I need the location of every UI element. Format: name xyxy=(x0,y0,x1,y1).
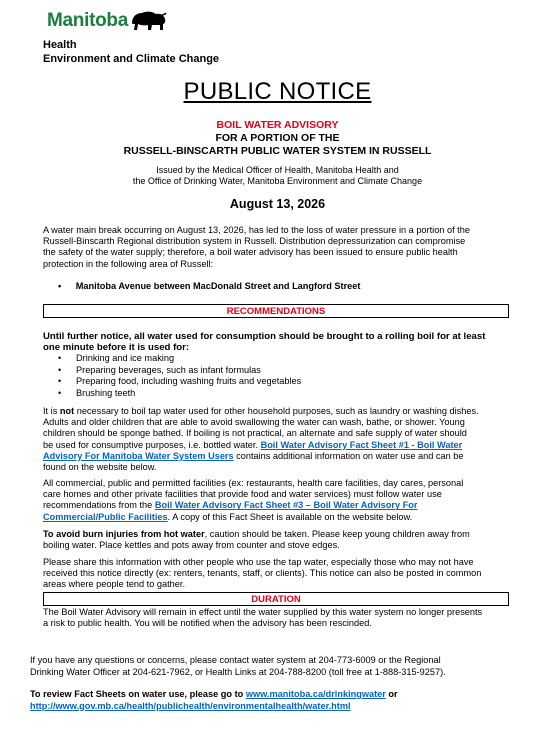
list-item: • Brushing teeth xyxy=(58,388,301,400)
text-line: If you have any questions or concerns, please contact water system at 204-773-6009 or the Regional xyxy=(30,655,441,665)
bison-icon xyxy=(130,9,168,33)
fact-sheet-1-link[interactable]: Boil Water Advisory Fact Sheet #1 - Boil Water xyxy=(260,439,463,450)
text-line: received this notice directly (ex: renters, tenants, staff, or clients). This notice can also be posted in common xyxy=(43,568,482,579)
burn-paragraph xyxy=(43,529,508,551)
intro-paragraph xyxy=(43,225,508,270)
lead-line: one minute before it is used for: xyxy=(43,342,190,354)
fact-sheet-3-link[interactable]: Boil Water Advisory Fact Sheet #3 – Boil Water Advisory For xyxy=(154,500,418,511)
share-paragraph xyxy=(43,557,508,591)
intro-line: protection in the following area of Russell: xyxy=(43,258,214,269)
issued-line-2: the Office of Drinking Water, Manitoba Environment and Climate Change xyxy=(132,176,423,186)
text-span: or xyxy=(385,689,398,699)
review-paragraph xyxy=(30,689,506,712)
drinkingwater-link[interactable]: www.manitoba.ca/drinkingwater xyxy=(245,689,386,699)
text-line: children should be sponge bathed. If boiling is not practical, an alternate and safe supply of water should xyxy=(43,428,467,439)
duration-paragraph xyxy=(43,607,508,629)
text-span: contains additional information on water use and can be xyxy=(233,450,464,461)
facilities-paragraph xyxy=(43,478,508,523)
recommendations-lead xyxy=(43,331,508,353)
subtitle-1: FOR A PORTION OF THE xyxy=(215,132,340,144)
list-item: • Preparing beverages, such as infant formulas xyxy=(58,365,301,377)
lead-line: Until further notice, all water used for consumption should be brought to a rolling boil for at least xyxy=(43,331,486,342)
text-span: necessary to boil tap water used for other household purposes, such as laundry or washing dishes. xyxy=(74,406,479,416)
advisory-title: BOIL WATER ADVISORY xyxy=(216,119,339,131)
text-line: All commercial, public and permitted facilities (ex: restaurants, health care facilities, day cares, personal xyxy=(43,478,464,488)
burn-warning: To avoid burn injuries from hot water xyxy=(43,529,205,539)
dept-health: Health xyxy=(43,39,77,51)
duration-heading: DURATION xyxy=(43,592,509,606)
text-span: It is xyxy=(43,406,60,416)
list-item: • Preparing food, including washing fruits and vegetables xyxy=(58,376,301,388)
text-span: To review Fact Sheets on water use, please go to xyxy=(30,689,246,699)
emphasis-not: not xyxy=(59,406,75,416)
page-title: PUBLIC NOTICE xyxy=(183,78,372,105)
household-paragraph xyxy=(43,406,508,473)
text-line: areas where people tend to gather. xyxy=(43,579,185,590)
text-line: Please share this information with other people who use the tap water, especially those who may not have xyxy=(43,557,474,567)
notice-date: August 13, 2026 xyxy=(229,197,326,211)
intro-line: the safety of the water supply; therefore, a boil water advisory has been issued to ensure public health xyxy=(43,247,458,258)
text-span: , caution should be taken. Please keep young children away from xyxy=(204,529,470,539)
text-line: care homes and other private facilities that provide food and water services) must follow water use xyxy=(43,489,442,500)
text-line: The Boil Water Advisory will remain in effect until the water supplied by this water system no longer presents xyxy=(43,607,483,617)
contact-paragraph xyxy=(30,655,506,678)
issued-by xyxy=(0,165,555,187)
subtitle-2: RUSSELL-BINSCARTH PUBLIC WATER SYSTEM IN RUSSELL xyxy=(123,145,432,157)
gov-water-link[interactable]: http://www.gov.mb.ca/health/publichealth/environmentalhealth/water.html xyxy=(30,700,351,711)
list-item: • Drinking and ice making xyxy=(58,353,301,365)
affected-area xyxy=(58,281,360,292)
text-line: a risk to public health. You will be notified when the advisory has been rescinded. xyxy=(43,618,372,629)
intro-line: A water main break occurring on August 13, 2026, has led to the loss of water pressure in a portion of the xyxy=(43,225,470,235)
text-line: Drinking Water Officer at 204-621-7962, or Health Links at 204-788-8200 (toll free at 1-888-315-9257). xyxy=(30,666,446,677)
text-line: Adults and older children that are able to avoid swallowing the water can wash, bathe, or shower. Young xyxy=(43,417,465,428)
issued-line-1: Issued by the Medical Officer of Health, Manitoba Health and xyxy=(156,165,399,175)
intro-line: Russell-Binscarth Regional distribution system in Russell. Distribution depressurization can compromise xyxy=(43,236,466,247)
text-span: recommendations from the xyxy=(43,500,155,511)
logo-text: Manitoba xyxy=(47,10,128,31)
bullet-icon: • xyxy=(58,281,62,291)
manitoba-logo xyxy=(47,8,168,34)
text-line: found on the website below. xyxy=(43,462,157,473)
text-line: boiling water. Place kettles and pots away from counter and stove edges. xyxy=(43,540,340,551)
fact-sheet-1-link-cont[interactable]: Advisory For Manitoba Water System Users xyxy=(43,450,234,461)
recommendations-heading: RECOMMENDATIONS xyxy=(43,304,509,318)
area-text: Manitoba Avenue between MacDonald Street and Langford Street xyxy=(75,281,361,291)
department-block xyxy=(43,38,219,66)
use-list xyxy=(58,353,301,399)
text-span: be used for consumptive purposes, i.e. bottled water. xyxy=(43,439,261,450)
dept-environment: Environment and Climate Change xyxy=(43,53,220,65)
fact-sheet-3-link-cont[interactable]: Commercial/Public Facilities xyxy=(43,511,168,522)
text-span: . A copy of this Fact Sheet is available on the website below. xyxy=(167,511,413,522)
